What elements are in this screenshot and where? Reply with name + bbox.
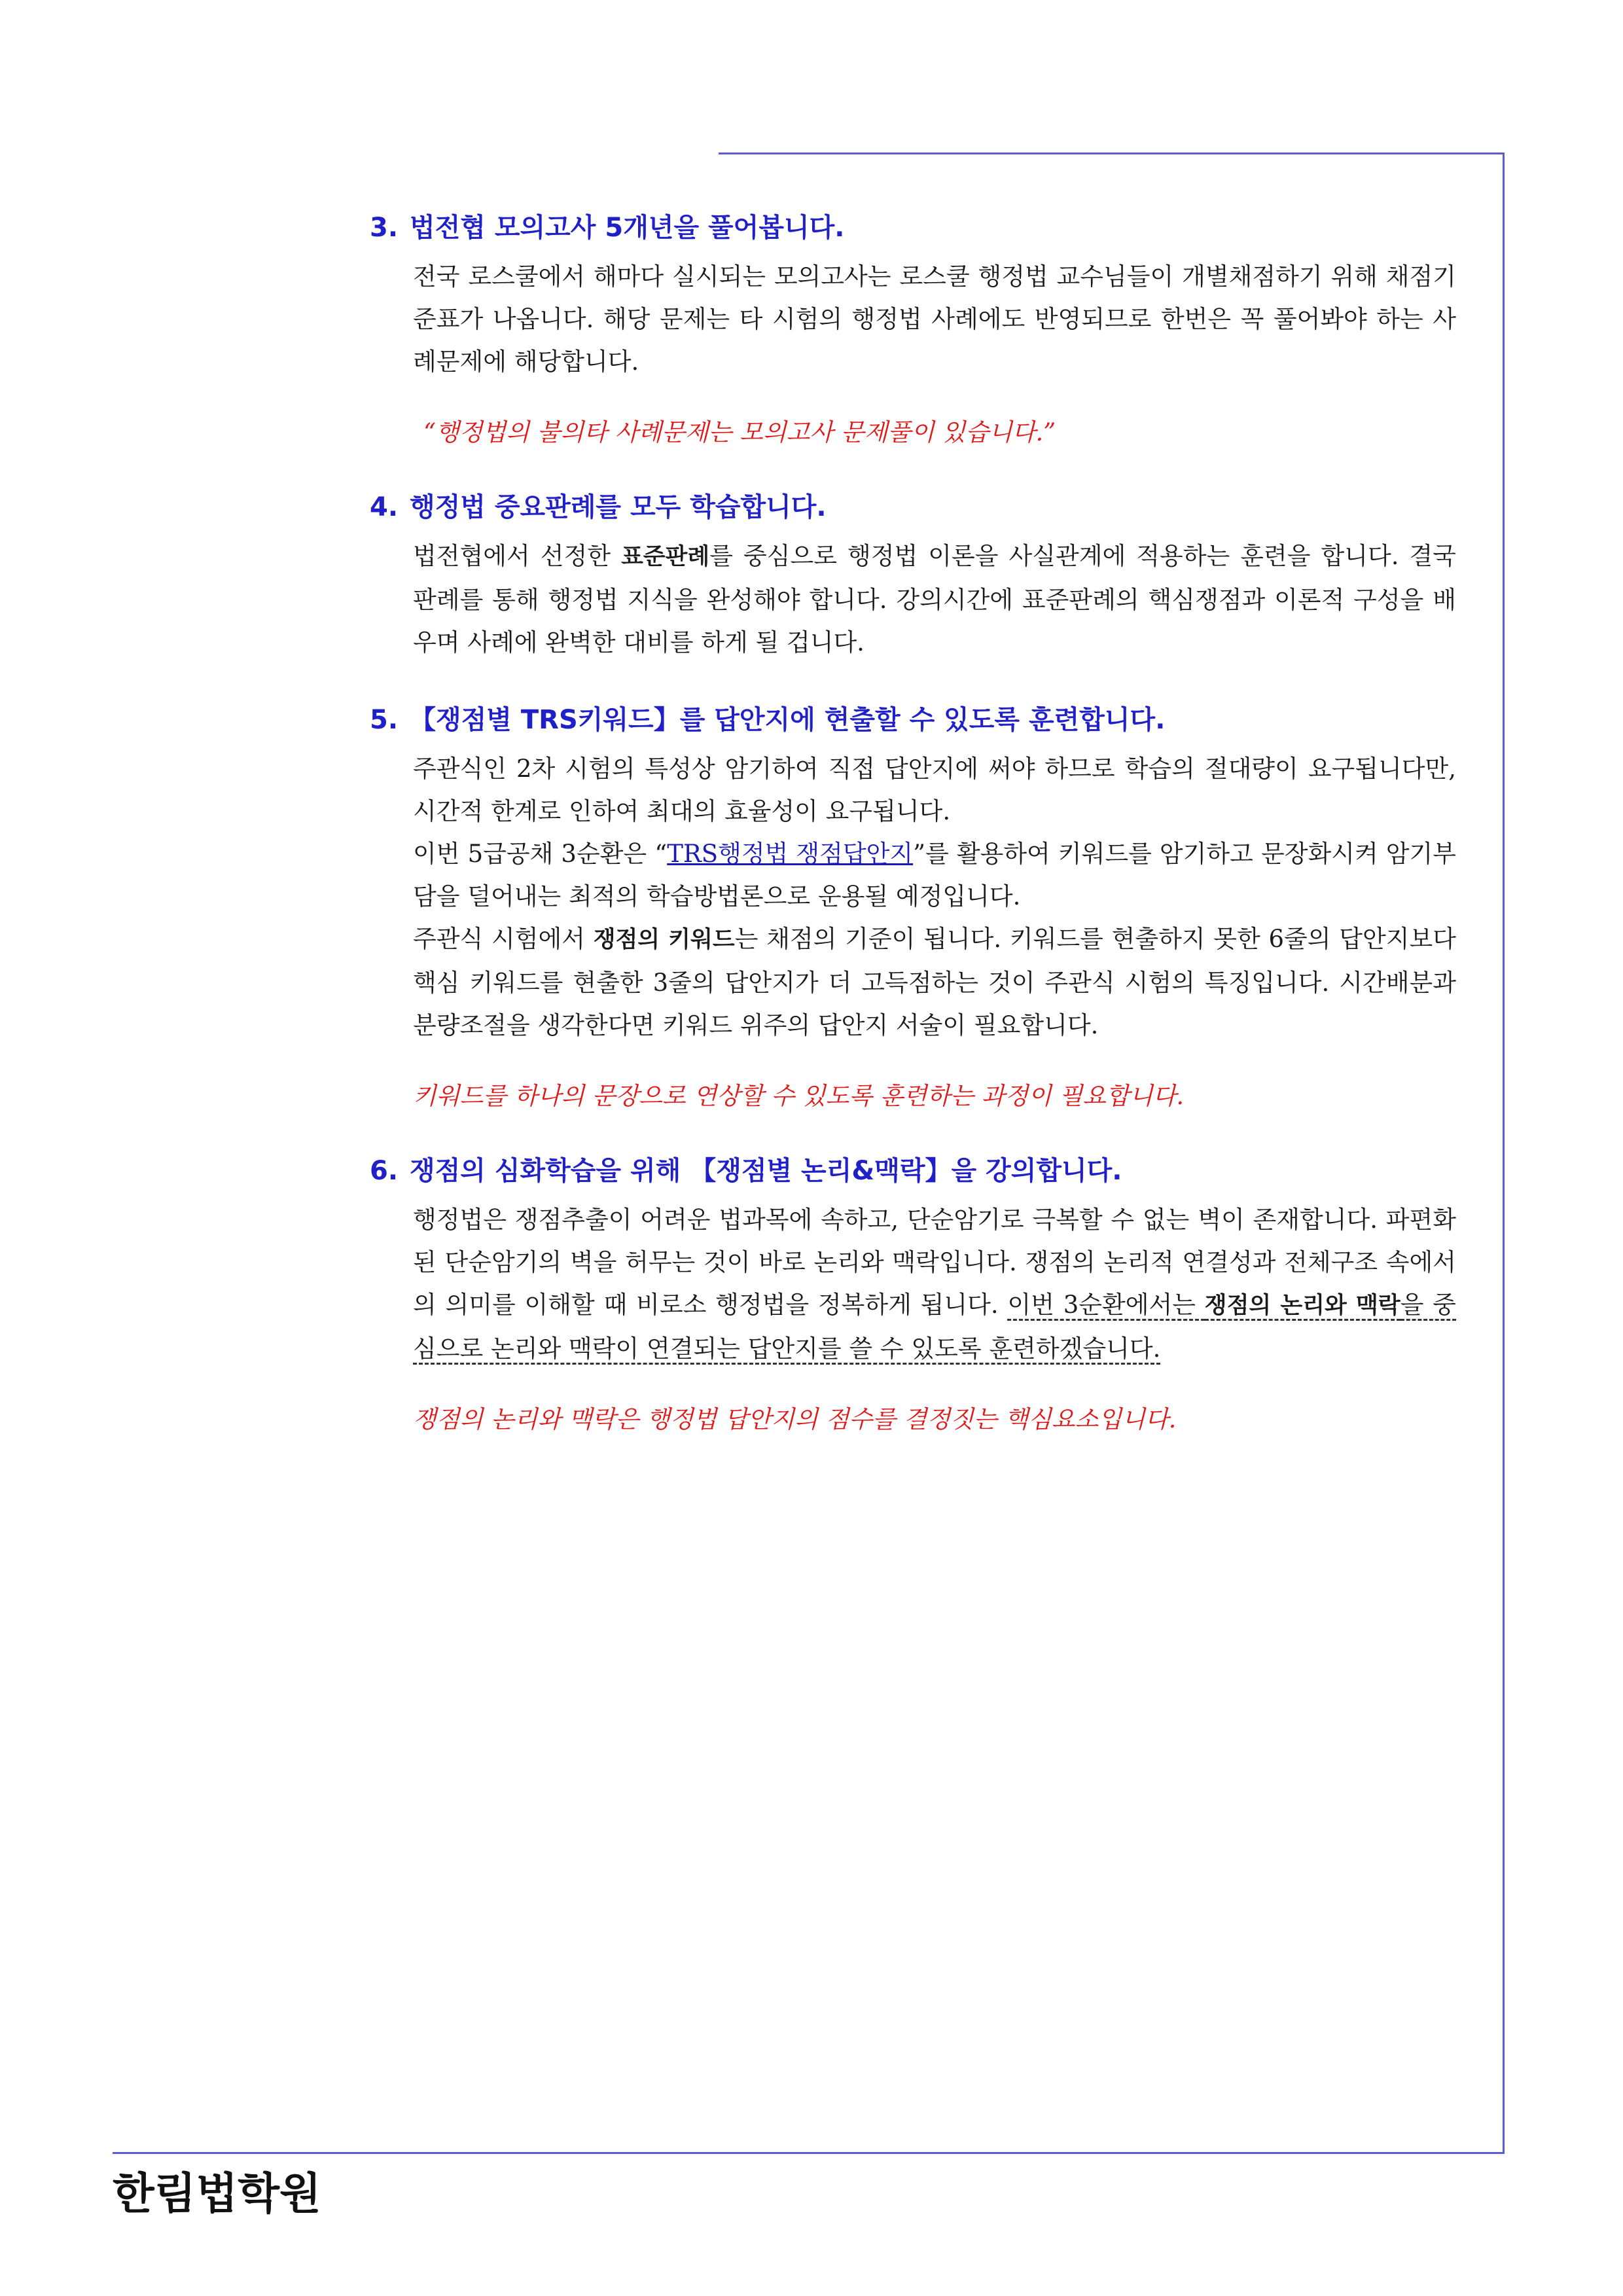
text-run: 를 중심으로 행정법 이론을 사실관계에 적용하는 훈련을 합니다. 결국 판례를 통해 행정법 지식을 완성해야 합니다. 강의시간에 표준판례의 핵심쟁점과 이론적 구성을 배우며 사례에 완벽한 대비를 하게 될 겁니다. bbox=[413, 542, 1456, 656]
frame-right-line bbox=[1503, 152, 1505, 2153]
hanlim-logo bbox=[113, 2166, 348, 2219]
bold-term: 표준판례 bbox=[621, 544, 710, 570]
section-title: 법전협 모의고사 5개년을 풀어봅니다. bbox=[410, 213, 845, 243]
text-run: 는 채점의 기준이 됩니다. 키워드를 현출하지 못한 6줄의 답안지보다 핵심 키워드를 현출한 3줄의 답안지가 더 고득점하는 것이 주관식 시험의 특징입니다. 시간배분과 분량조절을 생각한다면 키워드 위주의 답안지 서술이 필요합니다. bbox=[413, 925, 1456, 1039]
page-content bbox=[370, 209, 1456, 1476]
bold-term: 쟁점의 키워드 bbox=[593, 927, 735, 953]
section-number: 4. bbox=[370, 492, 399, 522]
section-heading bbox=[370, 209, 1456, 246]
section-5 bbox=[370, 702, 1456, 1115]
logo-text: 한림법학원 bbox=[113, 2168, 321, 2219]
bold-term: 쟁점의 논리와 맥락 bbox=[1205, 1293, 1400, 1321]
dashed-underline-text: 이번 3순환에서는 bbox=[1007, 1291, 1204, 1321]
highlight-quote: 키워드를 하나의 문장으로 연상할 수 있도록 훈련하는 과정이 필요합니다. bbox=[413, 1082, 1185, 1110]
section-title: 행정법 중요판례를 모두 학습합니다. bbox=[410, 492, 827, 522]
section-title: 【쟁점별 TRS키워드】를 답안지에 현출할 수 있도록 훈련합니다. bbox=[410, 705, 1166, 735]
section-paragraph bbox=[413, 535, 1456, 664]
text-run: ”를 활용하여 키워드를 암기하고 문장화시켜 암기부담을 덜어내는 최적의 학습방법론으로 운용될 예정입니다. bbox=[413, 840, 1456, 910]
section-paragraph bbox=[413, 1198, 1456, 1370]
section-paragraph bbox=[413, 833, 1456, 918]
section-paragraph bbox=[413, 918, 1456, 1047]
trs-answer-sheet-link[interactable]: TRS행정법 쟁점답안지 bbox=[667, 840, 914, 868]
section-heading bbox=[370, 1153, 1456, 1189]
section-heading bbox=[370, 702, 1456, 738]
dashed-underline-text: 을 중심으로 논리와 맥락이 연결되는 답안지를 쓸 수 있도록 훈련하겠습니다. bbox=[413, 1291, 1456, 1365]
section-number: 5. bbox=[370, 705, 399, 735]
section-number: 3. bbox=[370, 213, 399, 243]
section-number: 6. bbox=[370, 1156, 399, 1186]
section-4 bbox=[370, 489, 1456, 664]
text-run: 이번 5급공채 3순환은 “ bbox=[413, 840, 668, 868]
highlight-quote: “행정법의 불의타 사례문제는 모의고사 문제풀이 있습니다.” bbox=[423, 418, 1056, 446]
section-6 bbox=[370, 1153, 1456, 1438]
frame-top-line bbox=[719, 152, 1504, 154]
section-heading bbox=[370, 489, 1456, 526]
section-paragraph: 주관식인 2차 시험의 특성상 암기하여 직접 답안지에 써야 하므로 학습의 절대량이 요구됩니다만, 시간적 한계로 인하여 최대의 효율성이 요구됩니다. bbox=[413, 755, 1456, 825]
section-paragraph: 전국 로스쿨에서 해마다 실시되는 모의고사는 로스쿨 행정법 교수님들이 개별채점하기 위해 채점기준표가 나옵니다. 해당 문제는 타 시험의 행정법 사례에도 반영되므로 한번은 꼭 풀어봐야 하는 사례문제에 해당합니다. bbox=[413, 262, 1456, 376]
text-run: 법전협에서 선정한 bbox=[413, 542, 621, 570]
text-run: 주관식 시험에서 bbox=[413, 925, 594, 953]
section-title: 쟁점의 심화학습을 위해 【쟁점별 논리&맥락】을 강의합니다. bbox=[410, 1156, 1122, 1186]
frame-bottom-line bbox=[113, 2152, 1505, 2154]
section-3 bbox=[370, 209, 1456, 451]
text-run: 행정법은 쟁점추출이 어려운 법과목에 속하고, 단순암기로 극복할 수 없는 벽이 존재합니다. 파편화된 단순암기의 벽을 허무는 것이 바로 논리와 맥락입니다. 쟁점의 논리적 연결성과 전체구조 속에서의 의미를 이해할 때 비로소 행정법을 정복하게 됩니다. bbox=[413, 1206, 1456, 1319]
highlight-quote: 쟁점의 논리와 맥락은 행정법 답안지의 점수를 결정짓는 핵심요소입니다. bbox=[413, 1405, 1177, 1433]
